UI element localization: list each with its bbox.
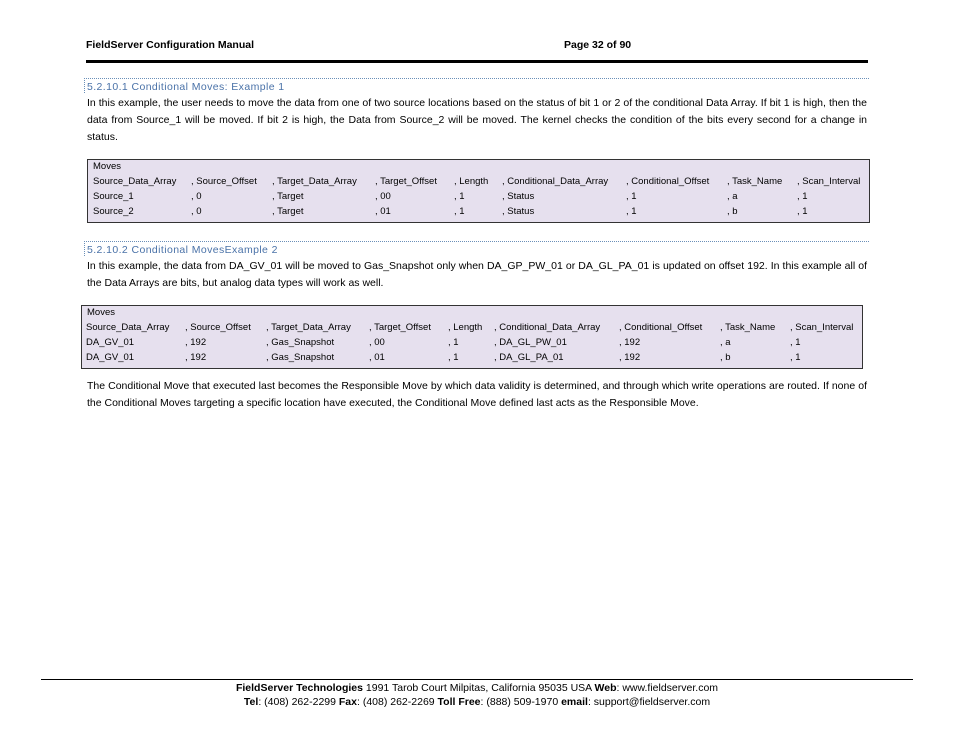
table-cell: , a (727, 191, 738, 202)
table-cell: , DA_GL_PW_01 (494, 337, 567, 348)
table-cell: , 1 (797, 191, 808, 202)
page-header (86, 38, 868, 63)
table-cell: , 01 (369, 352, 385, 363)
table-cell: , 1 (454, 206, 465, 217)
table-cell: , a (720, 337, 731, 348)
table-cell: , 1 (448, 352, 459, 363)
table-cell: , 1 (790, 352, 801, 363)
footer-email-label: email (561, 696, 588, 708)
table-cell: DA_GV_01 (86, 337, 135, 348)
column-header: , Task_Name (720, 322, 776, 333)
table-cell: , Gas_Snapshot (266, 352, 335, 363)
table-cell: , 00 (369, 337, 385, 348)
section-heading-example-1: 5.2.10.1 Conditional Moves: Example 1 (84, 78, 869, 93)
moves-table-example-2 (81, 305, 863, 369)
column-header: , Source_Offset (185, 322, 251, 333)
column-header: , Conditional_Data_Array (494, 322, 601, 333)
table-cell: , 0 (191, 191, 202, 202)
footer-tollfree-label: Toll Free (437, 696, 481, 708)
table-cell: , b (727, 206, 738, 217)
table-cell: , Target (272, 191, 304, 202)
table-cell: , 00 (375, 191, 391, 202)
footer-web-label: Web (594, 682, 617, 694)
moves-table-example-1 (87, 159, 870, 223)
table-cell: , 192 (619, 352, 641, 363)
column-header: , Length (454, 176, 489, 187)
table-row (88, 205, 869, 220)
column-header: , Conditional_Offset (619, 322, 703, 333)
table-title: Moves (93, 161, 121, 172)
table-cell: , 01 (375, 206, 391, 217)
closing-paragraph: The Conditional Move that executed last becomes the Responsible Move by which data validity is determined, and through which write operations are routed. If none of the Conditional Moves targeting a specific location have executed, the Conditional Move defined last acts as the Responsible Move. (87, 380, 867, 409)
table-cell: , Status (502, 191, 535, 202)
table-cell: , 1 (790, 337, 801, 348)
document-title: FieldServer Configuration Manual (86, 39, 255, 51)
column-header: Source_Data_Array (93, 176, 177, 187)
footer-tollfree: : (888) 509-1970 (480, 696, 562, 708)
section-2-paragraph: In this example, the data from DA_GV_01 will be moved to Gas_Snapshot only when DA_GP_PW_01 or DA_GL_PA_01 is updated on offset 192. In this example all of the Data Arrays are bits, but analog data types will work as well. (87, 260, 867, 289)
footer-fax: : (408) 262-2269 (356, 696, 438, 708)
table-title-row (82, 306, 862, 321)
column-header: , Target_Offset (375, 176, 437, 187)
table-cell: Source_2 (93, 206, 134, 217)
footer-line-2 (0, 696, 954, 708)
column-header: , Target_Offset (369, 322, 431, 333)
column-header: , Conditional_Offset (626, 176, 710, 187)
table-header-row (88, 175, 869, 190)
footer-fax-label: Fax (338, 696, 357, 708)
table-title-row (88, 160, 869, 175)
footer-tel-label: Tel (243, 696, 259, 708)
section-1-paragraph: In this example, the user needs to move the data from one of two source locations based on the status of bit 1 or 2 of the conditional Data Array. If bit 1 is high, then the data from Source_1 will be moved. If bit 2 is high, the Data from Source_2 will be moved. The kernel checks the condition of the bits every second for a change in status. (87, 97, 867, 143)
footer-divider (41, 679, 913, 680)
column-header: Source_Data_Array (86, 322, 170, 333)
column-header: , Length (448, 322, 483, 333)
footer-web: : www.fieldserver.com (616, 682, 719, 694)
table-cell: , 192 (185, 352, 207, 363)
column-header: , Task_Name (727, 176, 783, 187)
table-cell: , 1 (448, 337, 459, 348)
footer-address: 1991 Tarob Court Milpitas, California 95035 USA (362, 682, 595, 694)
table-cell: , 0 (191, 206, 202, 217)
column-header: , Conditional_Data_Array (502, 176, 609, 187)
table-cell: , Status (502, 206, 535, 217)
table-cell: DA_GV_01 (86, 352, 135, 363)
table-header-row (82, 321, 862, 336)
table-row (88, 190, 869, 205)
table-cell: , 1 (626, 191, 637, 202)
column-header: , Scan_Interval (790, 322, 854, 333)
page-number: Page 32 of 90 (564, 39, 632, 51)
section-heading-example-2: 5.2.10.2 Conditional MovesExample 2 (84, 241, 869, 256)
footer-email: : support@fieldserver.com (587, 696, 711, 708)
column-header: , Target_Data_Array (266, 322, 351, 333)
footer-line-1 (0, 682, 954, 694)
table-row (82, 351, 862, 366)
table-cell: , Gas_Snapshot (266, 337, 335, 348)
footer-company: FieldServer Technologies (235, 682, 363, 694)
table-cell: , 192 (619, 337, 641, 348)
table-row (82, 336, 862, 351)
table-cell: , 1 (797, 206, 808, 217)
column-header: , Source_Offset (191, 176, 257, 187)
table-cell: Source_1 (93, 191, 134, 202)
column-header: , Target_Data_Array (272, 176, 357, 187)
table-cell: , DA_GL_PA_01 (494, 352, 564, 363)
table-cell: , Target (272, 206, 304, 217)
footer-tel: : (408) 262-2299 (258, 696, 339, 708)
table-cell: , 1 (454, 191, 465, 202)
table-cell: , b (720, 352, 731, 363)
column-header: , Scan_Interval (797, 176, 861, 187)
table-title: Moves (87, 307, 115, 318)
table-cell: , 192 (185, 337, 207, 348)
table-cell: , 1 (626, 206, 637, 217)
